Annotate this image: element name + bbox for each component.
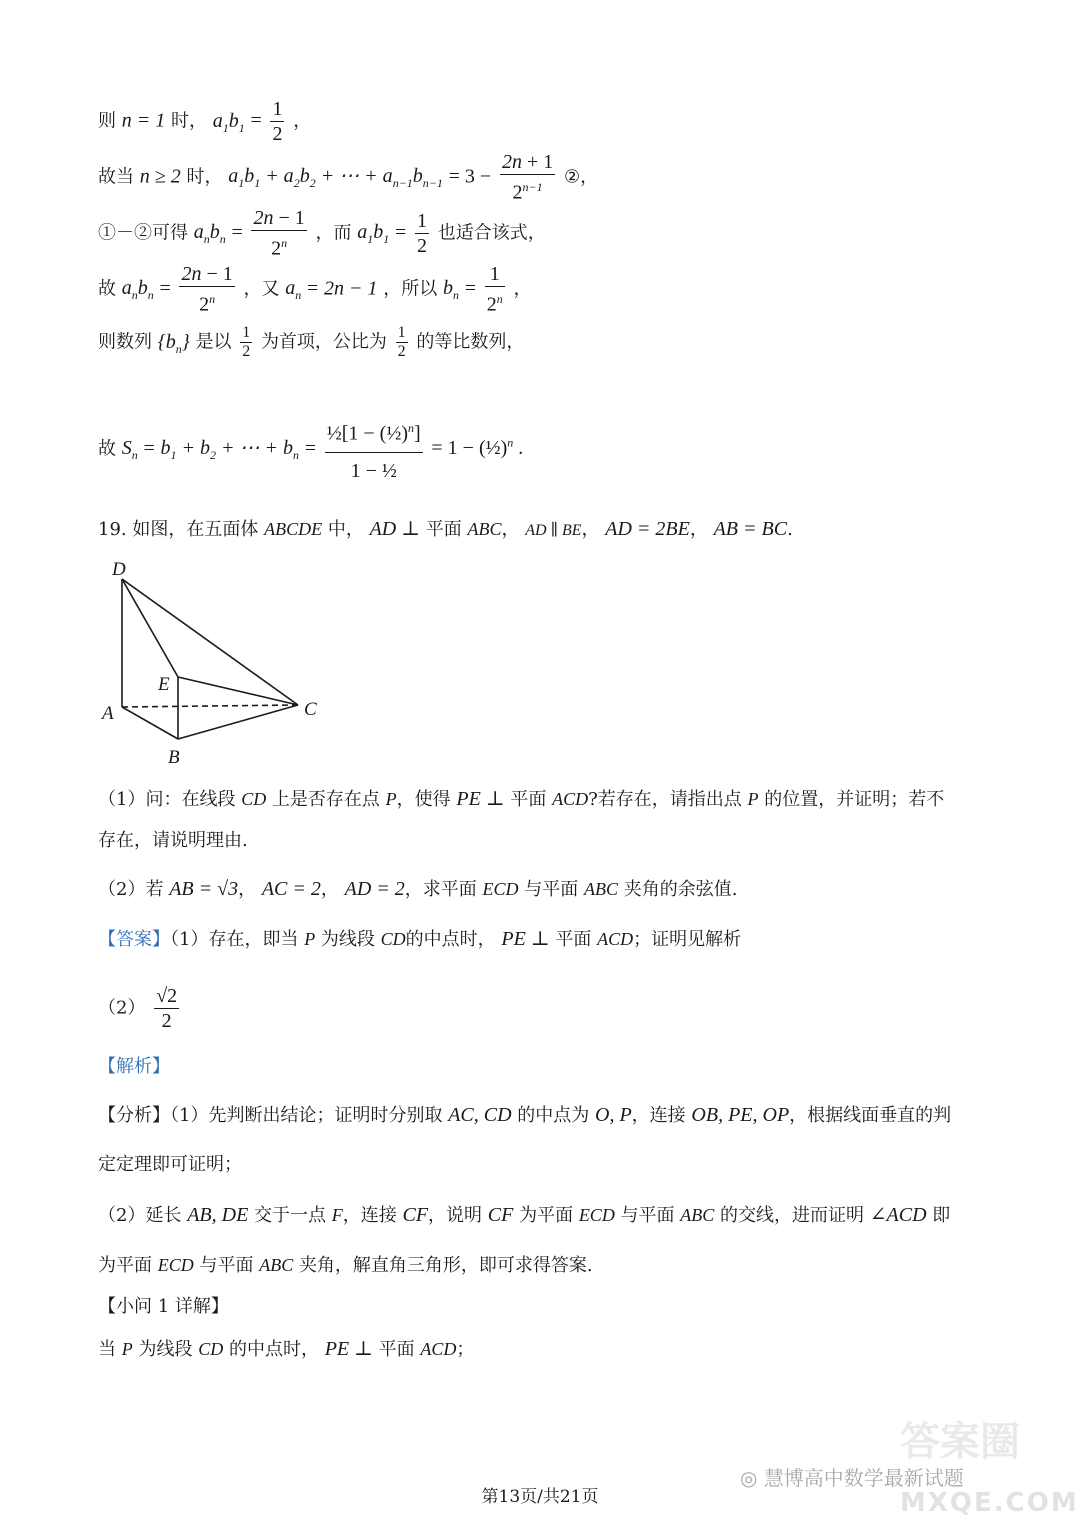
frac-1-2: $\frac{1}{2}$	[416, 209, 427, 257]
analysis-last	[98, 1336, 474, 1363]
text: 【小问 1 详解】	[98, 1296, 229, 1317]
edge-dc	[122, 579, 298, 705]
text: （1）存在，即当	[170, 929, 299, 950]
text: ，说明	[428, 1205, 483, 1226]
text: 为平面	[519, 1205, 574, 1226]
text: ，所以	[383, 278, 438, 300]
text: 平面	[555, 929, 592, 950]
math-eq: =	[143, 437, 155, 460]
frac-1-2: $\frac{1}{2}$	[272, 98, 283, 145]
math: ACD	[597, 929, 634, 949]
text: ；	[456, 1339, 475, 1360]
text: 故	[98, 438, 116, 460]
text: 为平面	[98, 1255, 152, 1276]
math: PE ⊥	[324, 1338, 373, 1360]
answer-tag: 【答案】	[98, 929, 170, 950]
circle-2: ②	[563, 166, 581, 188]
analysis-sub-tag	[98, 1294, 229, 1320]
text: ，根据线面垂直的判	[789, 1105, 952, 1126]
logo-watermark: 答案圈	[900, 1419, 1020, 1465]
math: AD = 2	[344, 878, 405, 900]
text: 即	[932, 1205, 951, 1226]
text: 则	[98, 110, 116, 132]
fx-tag: 【分析】	[98, 1105, 170, 1126]
line-4	[98, 262, 531, 317]
label-e: E	[158, 674, 170, 695]
math: ACD	[420, 1339, 457, 1359]
line-6	[98, 410, 523, 489]
math-an: $a_n$	[285, 277, 302, 303]
period: .	[787, 519, 793, 540]
comma: ，	[689, 519, 708, 540]
page-footer: 第13页/共21页	[481, 1487, 599, 1507]
math-sum-b: $b_1 + b_2$ + ⋯ + $b_n$	[160, 437, 299, 463]
text: （2）延长	[98, 1205, 182, 1226]
math: P	[385, 789, 397, 809]
question-part-1-cont	[98, 828, 248, 854]
math-eq: = 3 −	[448, 165, 492, 188]
frac-2n-1: $\frac{2n - 1}{2^n}$	[181, 263, 233, 316]
math-sn: $S_n$	[121, 437, 138, 463]
text: 平面	[425, 519, 462, 540]
comma: ，	[293, 110, 312, 132]
math-eq: =	[464, 277, 476, 300]
line-1	[98, 97, 311, 146]
text: 为线段	[320, 929, 375, 950]
math: F	[331, 1205, 343, 1225]
math-result: = 1 − (½)$^n$ .	[431, 435, 524, 460]
text: 的位置，并证明；若不	[764, 789, 945, 810]
site-watermark: MXQE.COM	[900, 1488, 1079, 1518]
math-eq: =	[250, 109, 262, 132]
text: 的交线，进而证明	[720, 1205, 865, 1226]
math-anbn: $a_nb_n$	[193, 221, 226, 247]
frac-1-2: $\frac{1}{2}$	[242, 324, 251, 360]
math: P	[121, 1339, 133, 1359]
math-eq: =	[159, 277, 171, 300]
math: n = 1	[121, 109, 166, 132]
math-eq: =	[304, 437, 316, 460]
text: ，求平面	[404, 879, 477, 900]
text: （1）问：在线段	[98, 789, 236, 810]
text: ，而	[315, 222, 352, 244]
wechat-icon: ◎	[740, 1466, 758, 1490]
text: 时，	[170, 110, 207, 132]
frac-sqrt2-2: $\frac{√2}{2}$	[156, 985, 178, 1032]
math: ACD	[552, 789, 589, 809]
text: ，连接	[342, 1205, 397, 1226]
comma: ，	[581, 519, 600, 540]
analysis-fx-2	[98, 1202, 950, 1229]
comma: ，	[501, 519, 520, 540]
label-d: D	[112, 559, 126, 580]
text: 的中点为	[517, 1105, 590, 1126]
text: 当	[98, 1339, 116, 1360]
math: P	[747, 789, 759, 809]
text: 时，	[186, 166, 223, 188]
text: 19. 如图，在五面体	[98, 519, 259, 540]
comma: ，	[580, 166, 599, 188]
text: 上是否存在点	[271, 789, 380, 810]
text: 交于一点	[254, 1205, 327, 1226]
comma: ，	[513, 278, 532, 300]
math: CD	[241, 789, 267, 809]
edge-ec	[178, 677, 298, 705]
text: ，使得	[396, 789, 451, 810]
math: CF	[402, 1204, 429, 1226]
answer-line-1	[98, 926, 741, 953]
label-a: A	[102, 703, 114, 724]
text: ①－②可得	[98, 222, 188, 244]
frac-2n-1: $\frac{2n - 1}{2^n}$	[253, 207, 305, 260]
math: CF	[487, 1204, 514, 1226]
text: 则数列	[98, 331, 152, 353]
question-part-1	[98, 786, 944, 813]
math: ABCDE	[264, 519, 323, 539]
frac-1-2: $\frac{1}{2}$	[397, 324, 406, 360]
label-c: C	[304, 699, 317, 720]
answer-line-2	[98, 984, 182, 1033]
math: AD ∥ BE	[525, 522, 582, 539]
edge-ac-hidden	[122, 705, 298, 707]
math: AC = 2	[261, 878, 321, 900]
text: 平面	[378, 1339, 415, 1360]
math: AD ⊥	[369, 518, 421, 540]
analysis-fx-1-cont	[98, 1152, 242, 1178]
text: （1）先判断出结论；证明时分别取	[170, 1105, 443, 1126]
text: 与平面	[620, 1205, 675, 1226]
math: AB = BC	[713, 518, 788, 540]
edge-bc	[178, 705, 298, 739]
math: ABC	[259, 1255, 294, 1275]
text: 夹角，解直角三角形，即可求得答案.	[298, 1255, 593, 1276]
text: ，又	[243, 278, 280, 300]
math-eq: =	[306, 277, 319, 300]
text: 为线段	[138, 1339, 193, 1360]
pentahedron-figure	[98, 555, 338, 770]
math-eq: =	[231, 221, 243, 244]
math: n ≥ 2	[139, 165, 181, 188]
math: ECD	[578, 1205, 615, 1225]
math: ABC	[680, 1205, 715, 1225]
math: AD = 2BE	[605, 518, 690, 540]
math: CD	[380, 929, 406, 949]
analysis-fx-2-cont	[98, 1252, 593, 1279]
text: 也适合该式，	[437, 222, 546, 244]
math: OB, PE, OP	[691, 1104, 790, 1126]
analysis-fx-1	[98, 1102, 951, 1129]
math: AB, DE	[187, 1204, 249, 1226]
text: ，连接	[631, 1105, 686, 1126]
math-eq: =	[394, 221, 407, 244]
text: ?若存在，请指出点	[588, 789, 742, 810]
text: 夹角的余弦值.	[623, 879, 738, 900]
math-set-bn: $\{b_n\}$	[157, 330, 190, 356]
math: ABC	[467, 519, 502, 539]
text: 故当	[98, 166, 134, 188]
text: 与平面	[199, 1255, 254, 1276]
math: ECD	[482, 879, 519, 899]
text: 是以	[195, 331, 232, 353]
text: 平面	[510, 789, 547, 810]
line-5	[98, 324, 524, 362]
text: 存在，请说明理由.	[98, 830, 248, 851]
math: ECD	[157, 1255, 194, 1275]
text: 的等比数列，	[416, 331, 525, 353]
line-3	[98, 206, 546, 261]
text: 的中点时，	[405, 929, 496, 950]
math-sum: $a_1b_1 + a_2b_2$ + ⋯ + $a_{n-1}b_{n-1}$	[228, 165, 443, 191]
analysis-tag: 【解析】	[98, 1056, 170, 1077]
edge-ab	[122, 707, 178, 739]
question-part-2	[98, 876, 737, 903]
text: 为首项，公比为	[260, 331, 387, 353]
edge-de	[122, 579, 178, 677]
frac-1-2n: $\frac{1}{2^n}$	[486, 263, 503, 316]
text: （2）	[98, 997, 146, 1019]
math-a1b1: $a_1b_1$	[212, 109, 245, 135]
text: ；证明见解析	[633, 929, 742, 950]
math: O, P	[595, 1104, 632, 1126]
math: ABC	[583, 879, 618, 899]
math: 2n − 1	[323, 277, 378, 300]
text: （2）若	[98, 879, 164, 900]
text: 故	[98, 278, 116, 300]
comma: ，	[238, 879, 257, 900]
text: 中，	[327, 519, 364, 540]
frac-2n1: $\frac{2n + 1}{2^{n-1}}$	[501, 151, 554, 204]
math: PE ⊥	[456, 788, 505, 810]
math-bn: $b_n$	[442, 277, 459, 303]
label-b: B	[168, 747, 180, 768]
text: 定定理即可证明；	[98, 1154, 242, 1175]
watermark-text: 慧博高中数学最新试题	[763, 1466, 964, 1490]
question-stem	[98, 516, 793, 544]
text: 与平面	[524, 879, 579, 900]
math: CD	[198, 1339, 224, 1359]
math-anbn: $a_nb_n$	[121, 277, 154, 303]
line-2	[98, 150, 598, 205]
frac-sn: $\frac{\frac{1}{2}[1 - (\frac{1}{2})^n]}{\text{1 − ½}}$	[325, 410, 423, 489]
math-a1b1: $a_1b_1$	[357, 221, 390, 247]
math: PE ⊥	[501, 928, 550, 950]
math: P	[304, 929, 316, 949]
math: ∠ACD	[869, 1204, 927, 1226]
comma: ，	[320, 879, 339, 900]
text: 的中点时，	[228, 1339, 319, 1360]
analysis-tag-line	[98, 1054, 170, 1080]
math: AC, CD	[448, 1104, 512, 1126]
math: AB = √3	[169, 878, 239, 900]
